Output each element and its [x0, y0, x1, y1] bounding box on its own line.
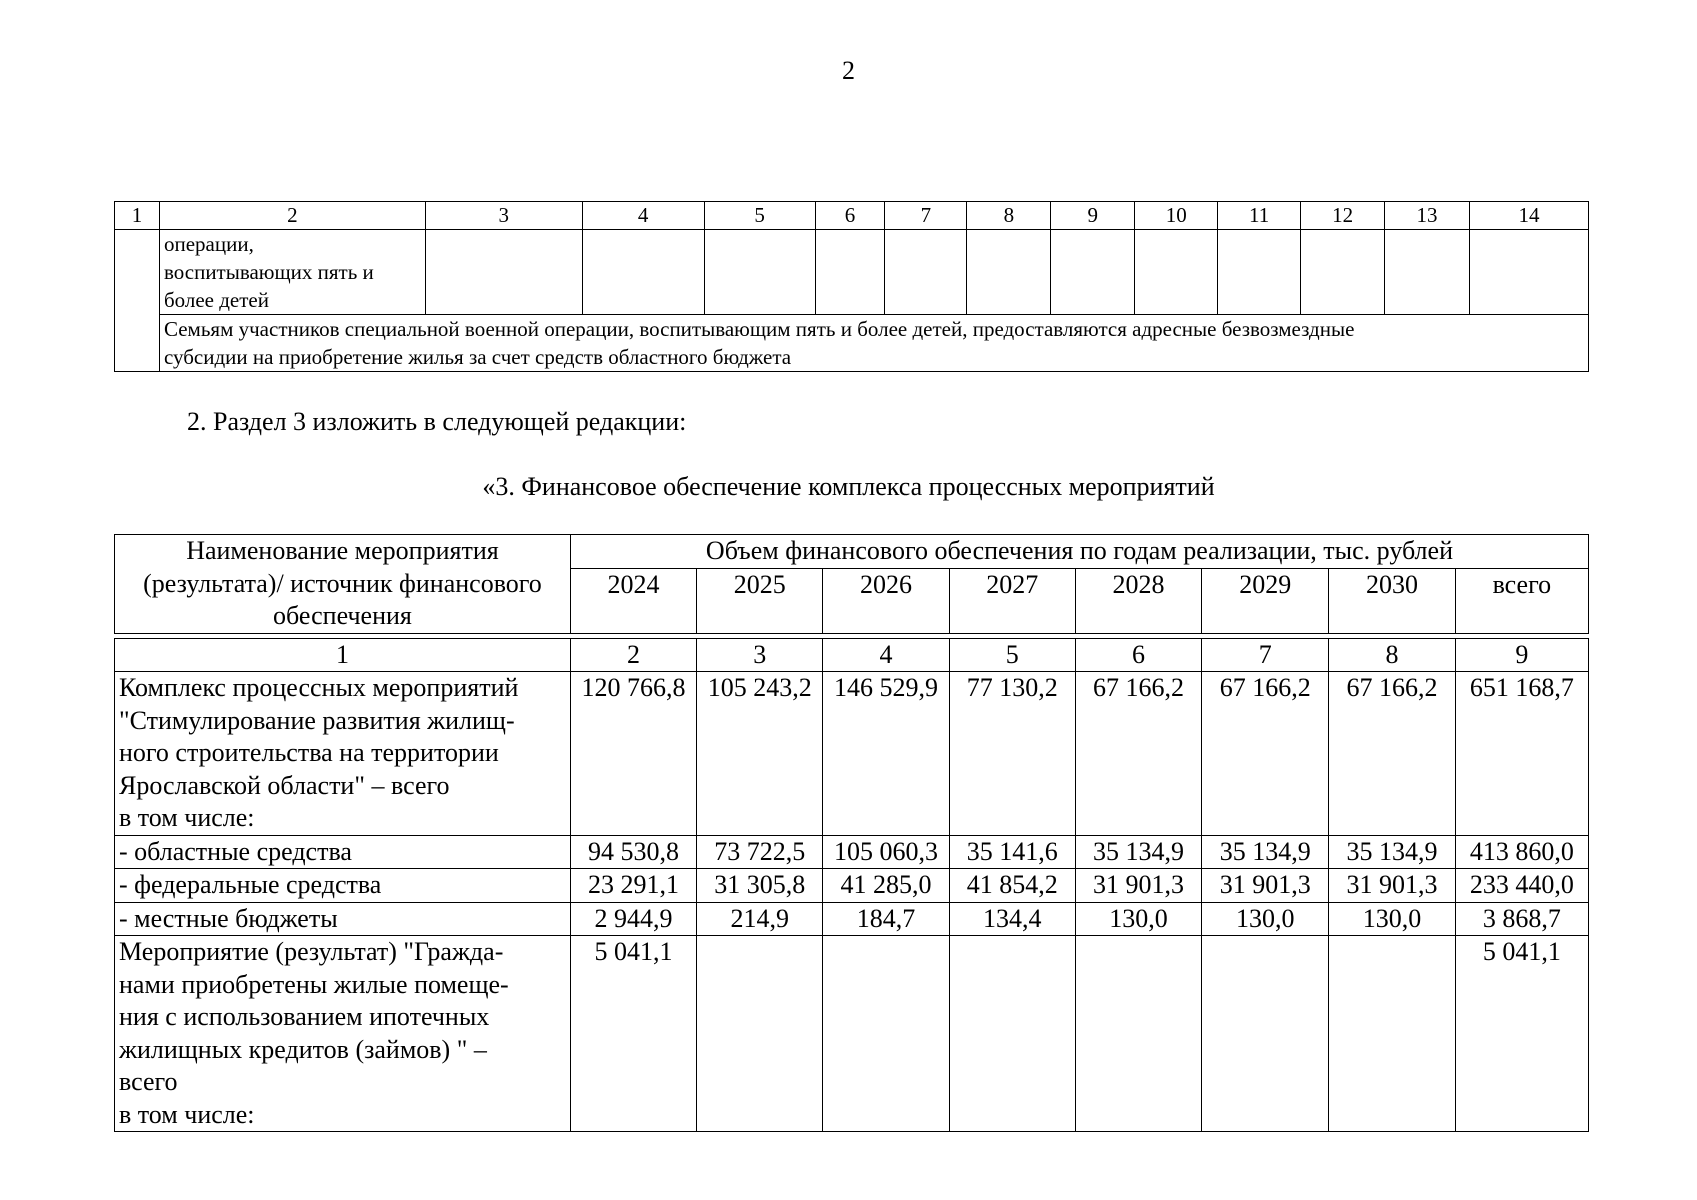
row-name-line: Мероприятие (результат) "Гражда-	[119, 937, 504, 966]
value-cell: 130,0	[1075, 902, 1201, 936]
table-row	[115, 672, 1589, 836]
description-line: Семьям участников специальной военной операции, воспитывающим пять и более детей, предоставляются адресные безвозмездные	[163, 317, 1355, 341]
column-number: 8	[967, 202, 1051, 230]
column-number-row	[115, 638, 1589, 672]
column-number: 11	[1218, 202, 1301, 230]
column-number: 9	[1051, 202, 1135, 230]
year-header: 2025	[697, 568, 823, 633]
table-row	[115, 869, 1589, 903]
value-cell	[1075, 936, 1201, 1132]
year-header: 2024	[570, 568, 696, 633]
row-name-cell	[115, 869, 571, 903]
row-name-line: - местные бюджеты	[119, 903, 338, 933]
empty-cell	[115, 230, 160, 372]
row-name-line: - областные средства	[119, 836, 352, 866]
row-name-line: "Стимулирование развития жилищ-	[119, 705, 515, 735]
value-cell: 41 285,0	[823, 869, 949, 903]
column-number: 3	[425, 202, 582, 230]
value-cell: 134,4	[949, 902, 1075, 936]
column-number: 7	[1202, 638, 1329, 672]
total-cell: 5 041,1	[1455, 936, 1588, 1132]
value-cell: 31 901,3	[1075, 869, 1201, 903]
value-cell: 35 134,9	[1075, 835, 1201, 869]
value-cell: 31 305,8	[697, 869, 823, 903]
value-cell: 130,0	[1329, 902, 1455, 936]
value-cell: 2 944,9	[570, 902, 696, 936]
year-header: 2030	[1329, 568, 1455, 633]
value-cell: 184,7	[823, 902, 949, 936]
column-number: 5	[704, 202, 815, 230]
header-row	[115, 535, 1589, 569]
row-name-line: ного строительства на территории	[119, 738, 499, 767]
total-cell: 233 440,0	[1455, 869, 1588, 903]
row-title-line: воспитывающих пять и	[163, 260, 374, 284]
column-number: 1	[115, 202, 160, 230]
row-name-line: в том числе:	[119, 803, 255, 832]
column-number: 2	[159, 202, 425, 230]
page-number: 2	[842, 56, 855, 85]
year-header: 2027	[949, 568, 1075, 633]
value-cell: 77 130,2	[949, 672, 1075, 836]
value-cell: 73 722,5	[697, 835, 823, 869]
row-name-line: - федеральные средства	[119, 870, 382, 899]
row-title-cell	[159, 230, 425, 315]
column-number: 10	[1135, 202, 1218, 230]
row-name-cell	[115, 902, 571, 936]
table-row	[115, 902, 1589, 936]
row-name-line: ния с использованием ипотечных	[119, 1002, 490, 1031]
row-name-cell	[115, 672, 571, 836]
name-header-cell	[115, 535, 571, 634]
column-number: 9	[1455, 638, 1588, 672]
amendment-paragraph: 2. Раздел 3 изложить в следующей редакции:	[187, 407, 687, 436]
name-header-line: обеспечения	[273, 601, 412, 630]
column-number: 6	[815, 202, 885, 230]
total-header: всего	[1455, 568, 1588, 633]
column-number: 6	[1075, 638, 1201, 672]
column-number: 8	[1329, 638, 1455, 672]
row-name-cell	[115, 936, 571, 1132]
column-number: 13	[1385, 202, 1470, 230]
value-cell: 105 243,2	[697, 672, 823, 836]
name-header-line: (результата)/ источник финансового	[143, 568, 542, 598]
column-number: 7	[885, 202, 967, 230]
column-number: 2	[570, 638, 696, 672]
value-cell: 31 901,3	[1202, 869, 1329, 903]
value-cell: 120 766,8	[570, 672, 696, 836]
value-cell: 146 529,9	[823, 672, 949, 836]
column-number: 12	[1301, 202, 1385, 230]
column-number: 4	[823, 638, 949, 672]
value-cell	[823, 936, 949, 1132]
row-title-line: операции,	[163, 232, 254, 256]
value-cell: 23 291,1	[570, 869, 696, 903]
value-cell	[1329, 936, 1455, 1132]
value-cell	[1202, 936, 1329, 1132]
table-row	[115, 936, 1589, 1132]
table-row	[115, 315, 1589, 372]
row-name-line: в том числе:	[119, 1099, 255, 1129]
value-cell: 214,9	[697, 902, 823, 936]
value-cell: 5 041,1	[570, 936, 696, 1132]
value-cell: 130,0	[1202, 902, 1329, 936]
column-number: 4	[582, 202, 704, 230]
value-cell: 41 854,2	[949, 869, 1075, 903]
value-cell: 67 166,2	[1329, 672, 1455, 836]
row-name-line: нами приобретены жилые помеще-	[119, 969, 509, 999]
value-cell: 35 134,9	[1202, 835, 1329, 869]
column-number-row	[115, 202, 1589, 230]
value-cell: 35 134,9	[1329, 835, 1455, 869]
name-header-line: Наименование мероприятия	[186, 536, 499, 565]
value-cell: 67 166,2	[1075, 672, 1201, 836]
description-line: субсидии на приобретение жилья за счет средств областного бюджета	[163, 345, 792, 369]
total-cell: 413 860,0	[1455, 835, 1588, 869]
year-header: 2028	[1075, 568, 1201, 633]
row-name-line: жилищных кредитов (займов) " –	[119, 1034, 487, 1064]
row-title-line: более детей	[163, 288, 269, 312]
table-row	[115, 230, 1589, 315]
finance-table	[114, 534, 1589, 1132]
row-name-cell	[115, 835, 571, 869]
row-name-line: Комплекс процессных мероприятий	[119, 673, 519, 702]
year-header: 2029	[1202, 568, 1329, 633]
column-number: 14	[1469, 202, 1588, 230]
volume-header: Объем финансового обеспечения по годам реализации, тыс. рублей	[570, 535, 1588, 569]
description-cell	[159, 315, 1588, 372]
value-cell: 94 530,8	[570, 835, 696, 869]
value-cell: 105 060,3	[823, 835, 949, 869]
total-cell: 3 868,7	[1455, 902, 1588, 936]
section-title: «3. Финансовое обеспечение комплекса процессных мероприятий	[482, 472, 1215, 501]
value-cell	[697, 936, 823, 1132]
column-number: 3	[697, 638, 823, 672]
row-name-line: Ярославской области" – всего	[119, 770, 450, 800]
continuation-table	[114, 201, 1589, 372]
column-number: 1	[115, 638, 571, 672]
total-cell: 651 168,7	[1455, 672, 1588, 836]
value-cell: 67 166,2	[1202, 672, 1329, 836]
value-cell: 31 901,3	[1329, 869, 1455, 903]
value-cell: 35 141,6	[949, 835, 1075, 869]
year-header: 2026	[823, 568, 949, 633]
value-cell	[949, 936, 1075, 1132]
row-name-line: всего	[119, 1067, 178, 1096]
column-number: 5	[949, 638, 1075, 672]
table-row	[115, 835, 1589, 869]
